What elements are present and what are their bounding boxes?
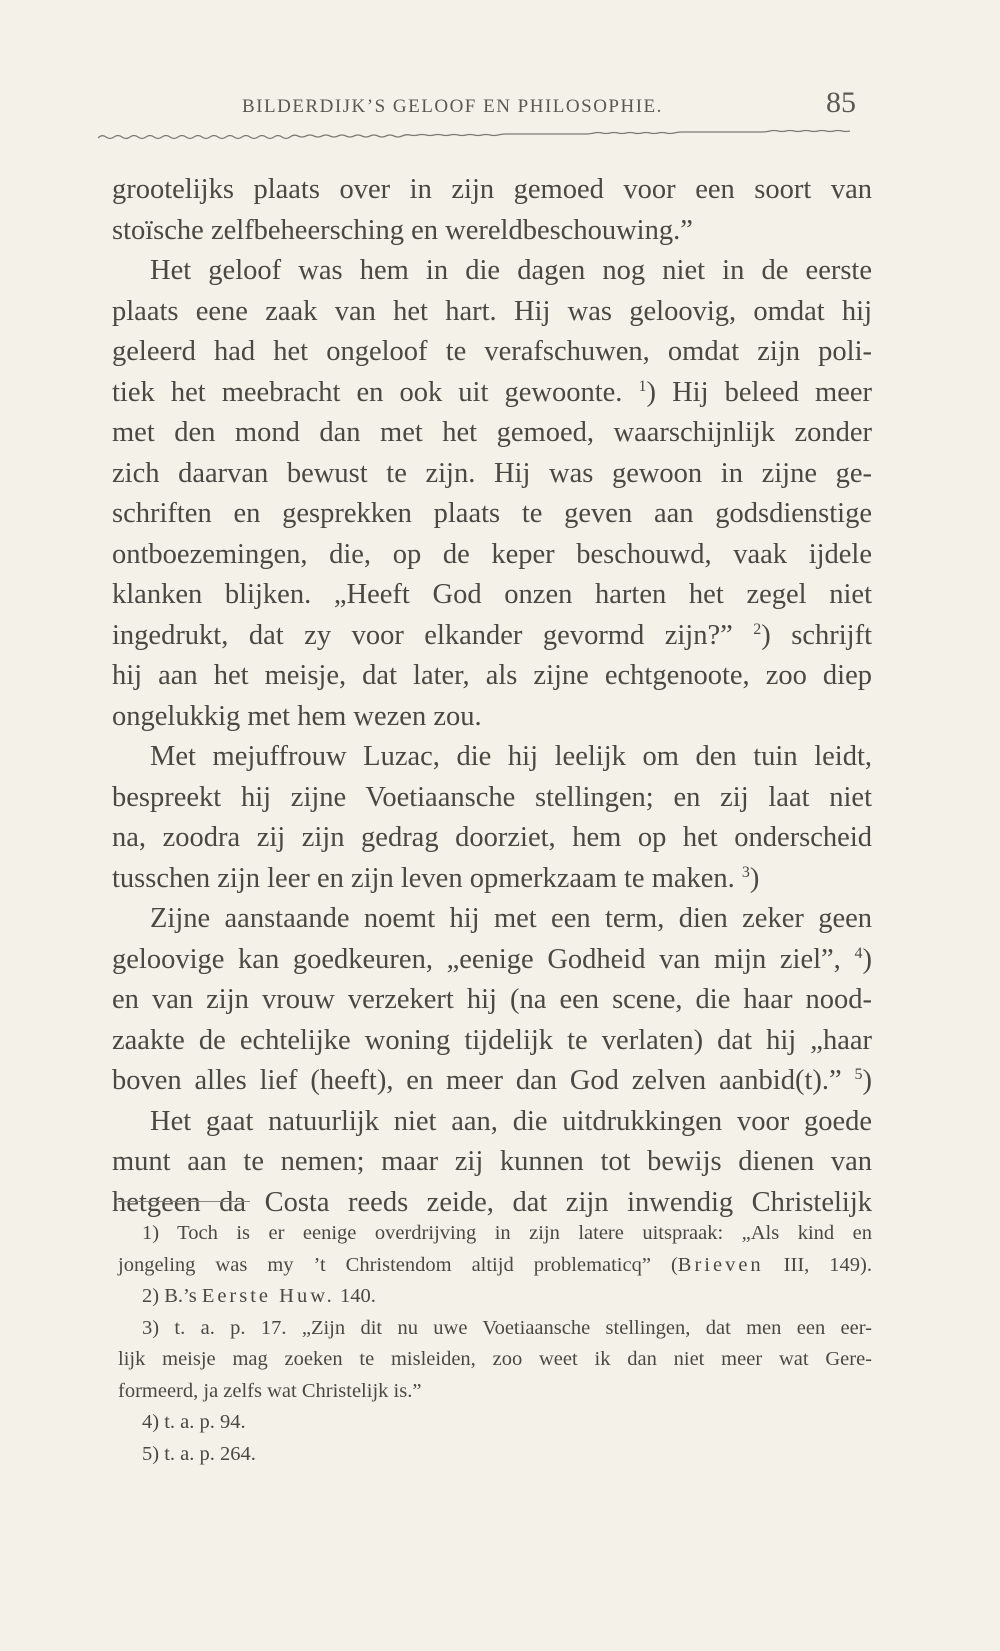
footnote-title: Eerste Huw.	[201, 1285, 335, 1307]
footnote-line	[118, 1281, 872, 1313]
body-text-segment: geloovige kan goedkeuren, „eenige Godheid van mijn ziel”,	[112, 943, 841, 975]
body-line-with-note: geloovige kan goedkeuren, „eenige Godheid van mijn ziel”, $^4$)	[112, 943, 872, 975]
body-line: stoïsche zelfbeheersching en wereldbeschouwing.”	[112, 214, 693, 246]
body-line: bespreekt hij zijne Voetiaansche stellingen; en zij laat niet	[112, 781, 872, 813]
body-line-with-note: tusschen zijn leer en zijn leven opmerkzaam te maken. $^3$)	[112, 862, 760, 894]
body-line: met den mond dan met het gemoed, waarschijnlijk zonder	[112, 417, 872, 448]
body-line-with-note: tiek het meebracht en ook uit gewoonte. $^1$) Hij beleed meer	[112, 376, 872, 408]
body-line: Zijne aanstaande noemt hij met een term, dien zeker geen	[150, 903, 872, 934]
body-text-segment: boven alles lief (heeft), en meer dan God zelven aanbid(t).”	[112, 1065, 842, 1096]
footnote-segment: jongeling was my ’t Christendom altijd problematicq” (	[118, 1253, 678, 1276]
body-text-segment: schrijft	[791, 619, 872, 651]
page-number: 85	[826, 86, 856, 119]
body-line: Het geloof was hem in die dagen nog niet in de eerste	[150, 255, 872, 286]
body-line: geleerd had het ongeloof te verafschuwen, omdat zijn poli-	[112, 336, 872, 367]
body-line: ongelukkig met hem wezen zou.	[112, 700, 482, 732]
running-title: BILDERDIJK’S GELOOF EN PHILOSOPHIE.	[242, 96, 663, 117]
body-line: zaakte de echtelijke woning tijdelijk te verlaten) dat hij „haar	[112, 1024, 872, 1056]
body-line: na, zoodra zij zijn gedrag doorziet, hem op het onderscheid	[112, 822, 872, 853]
body-line: schriften en gesprekken plaats te geven aan godsdienstige	[112, 498, 872, 529]
body-line: hetgeen da Costa reeds zeide, dat zijn inwendig Christelijk	[112, 1186, 872, 1218]
body-line: munt aan te nemen; maar zij kunnen tot bewijs dienen van	[112, 1146, 872, 1177]
footnote-line: lijk meisje mag zoeken te misleiden, zoo weet ik dan niet meer wat Gere-	[118, 1348, 872, 1370]
body-text-segment: Hij beleed meer	[672, 376, 872, 408]
note-reference: 3	[741, 863, 750, 881]
body-line: en van zijn vrouw verzekert hij (na een scene, die haar nood-	[112, 984, 872, 1015]
footnote-line: 5) t. a. p. 264.	[142, 1442, 256, 1465]
footnote-line: 4) t. a. p. 94.	[142, 1411, 246, 1433]
footnote-line: 1) Toch is er eenige overdrijving in zijn latere uitspraak: „Als kind en	[142, 1222, 872, 1244]
footnote-segment: 140.	[334, 1285, 376, 1307]
footnote-segment: III, 149).	[763, 1253, 872, 1276]
note-reference: 1	[638, 377, 647, 395]
body-text-segment: tusschen zijn leer en zijn leven opmerkzaam te maken.	[112, 862, 735, 894]
body-line: klanken blijken. „Heeft God onzen harten het zegel niet	[112, 579, 872, 610]
body-text-segment: tiek het meebracht en ook uit gewoonte.	[112, 376, 623, 408]
footnotes	[118, 1218, 872, 1470]
footnote-title: Brieven	[677, 1253, 764, 1276]
body-line: zich daarvan bewust te zijn. Hij was gewoon in zijne ge-	[112, 457, 872, 489]
footnote-line: 3) t. a. p. 17. „Zijn dit nu uwe Voetiaansche stellingen, dat men een eer-	[142, 1316, 872, 1339]
body-line-with-note: ingedrukt, dat zy voor elkander gevormd zijn?” $^2$) schrijft	[112, 619, 872, 651]
footnote-divider	[118, 1201, 250, 1202]
body-line: ontboezemingen, die, op de keper beschouwd, vaak ijdele	[112, 538, 872, 570]
body-line: grootelijks plaats over in zijn gemoed voor een soort van	[112, 174, 872, 205]
footnote-line: formeerd, ja zelfs wat Christelijk is.”	[118, 1379, 422, 1402]
note-reference: 5	[854, 1066, 863, 1083]
footnote-segment: 2) B.’s	[142, 1285, 202, 1307]
footnote-line	[118, 1250, 872, 1282]
body-line: hij aan het meisje, dat later, als zijne echtgenoote, zoo diep	[112, 660, 872, 691]
body-text	[112, 170, 872, 1223]
body-line: Met mejuffrouw Luzac, die hij leelijk om den tuin leidt,	[150, 741, 872, 772]
body-line: plaats eene zaak van het hart. Hij was geloovig, omdat hij	[112, 295, 872, 327]
note-reference: 4	[854, 944, 863, 962]
body-line-with-note: boven alles lief (heeft), en meer dan God zelven aanbid(t).” $^5$)	[112, 1065, 872, 1096]
body-line: Het gaat natuurlijk niet aan, die uitdrukkingen voor goede	[150, 1105, 872, 1137]
page-header	[0, 0, 1000, 140]
body-text-segment: ingedrukt, dat zy voor elkander gevormd zijn?”	[112, 619, 733, 651]
note-reference: 2	[753, 620, 762, 638]
header-wavy-rule	[98, 128, 850, 142]
